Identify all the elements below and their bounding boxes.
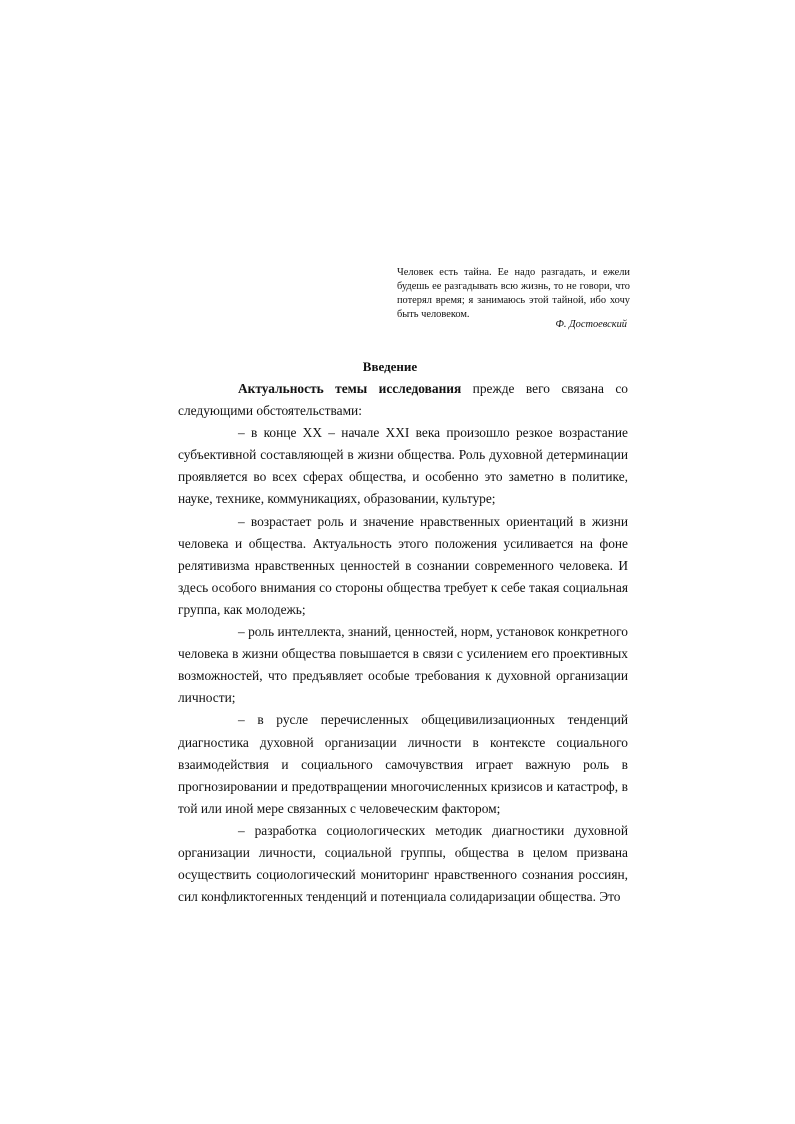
intro-lead-rest: прежде вего связана со следующими обстоятельствами: [178,381,628,419]
intro-paragraph [178,378,628,422]
body-paragraph-2: – возрастает роль и значение нравственных ориентаций в жизни человека и общества. Актуальность этого положения усиливается на фоне релятивизма нравственных ценностей в сознании современного человека. И здесь особого внимания со стороны общества требует к себе такая социальная группа, как молодежь; [178,513,628,617]
epigraph-author: Ф. Достоевский [555,319,627,330]
body-text [178,378,628,908]
body-paragraph-1: – в конце XX – начале XXI века произошло резкое возрастание субъективной составляющей в жизни общества. Роль духовной детерминации проявляется во всех сферах общества, и особенно это заметно в политике, науке, технике, коммуникациях, образовании, культуре; [178,425,628,507]
body-paragraph-3: – роль интеллекта, знаний, ценностей, норм, установок конкретного человека в жизни общества повышается в связи с усилением его проективных возможностей, что предъявляет особые требования к духовной организации личности; [178,624,628,706]
section-heading: Введение [362,359,418,374]
intro-lead-bold: Актуальность темы исследования [238,381,462,396]
body-paragraph-4: – в русле перечисленных общецивилизационных тенденций диагностика духовной организации личности в контексте социального взаимодействия и социального самочувствия играет важную роль в прогнозировании и предотвращении многочисленных кризисов и катастроф, в той или иной мере связанных с человеческим фактором; [178,712,628,816]
body-paragraph-5: – разработка социологических методик диагностики духовной организации личности, социальной группы, общества в целом призвана осуществить социологический мониторинг нравственного сознания россиян, сил конфликтогенных тенденций и потенциала солидаризации общества. Это [178,822,628,905]
epigraph-quote: Человек есть тайна. Ее надо разгадать, и ежели будешь ее разгадывать всю жизнь, то не говори, что потерял время; я занимаюсь этой тайной, ибо хочу быть человеком. [397,267,630,320]
